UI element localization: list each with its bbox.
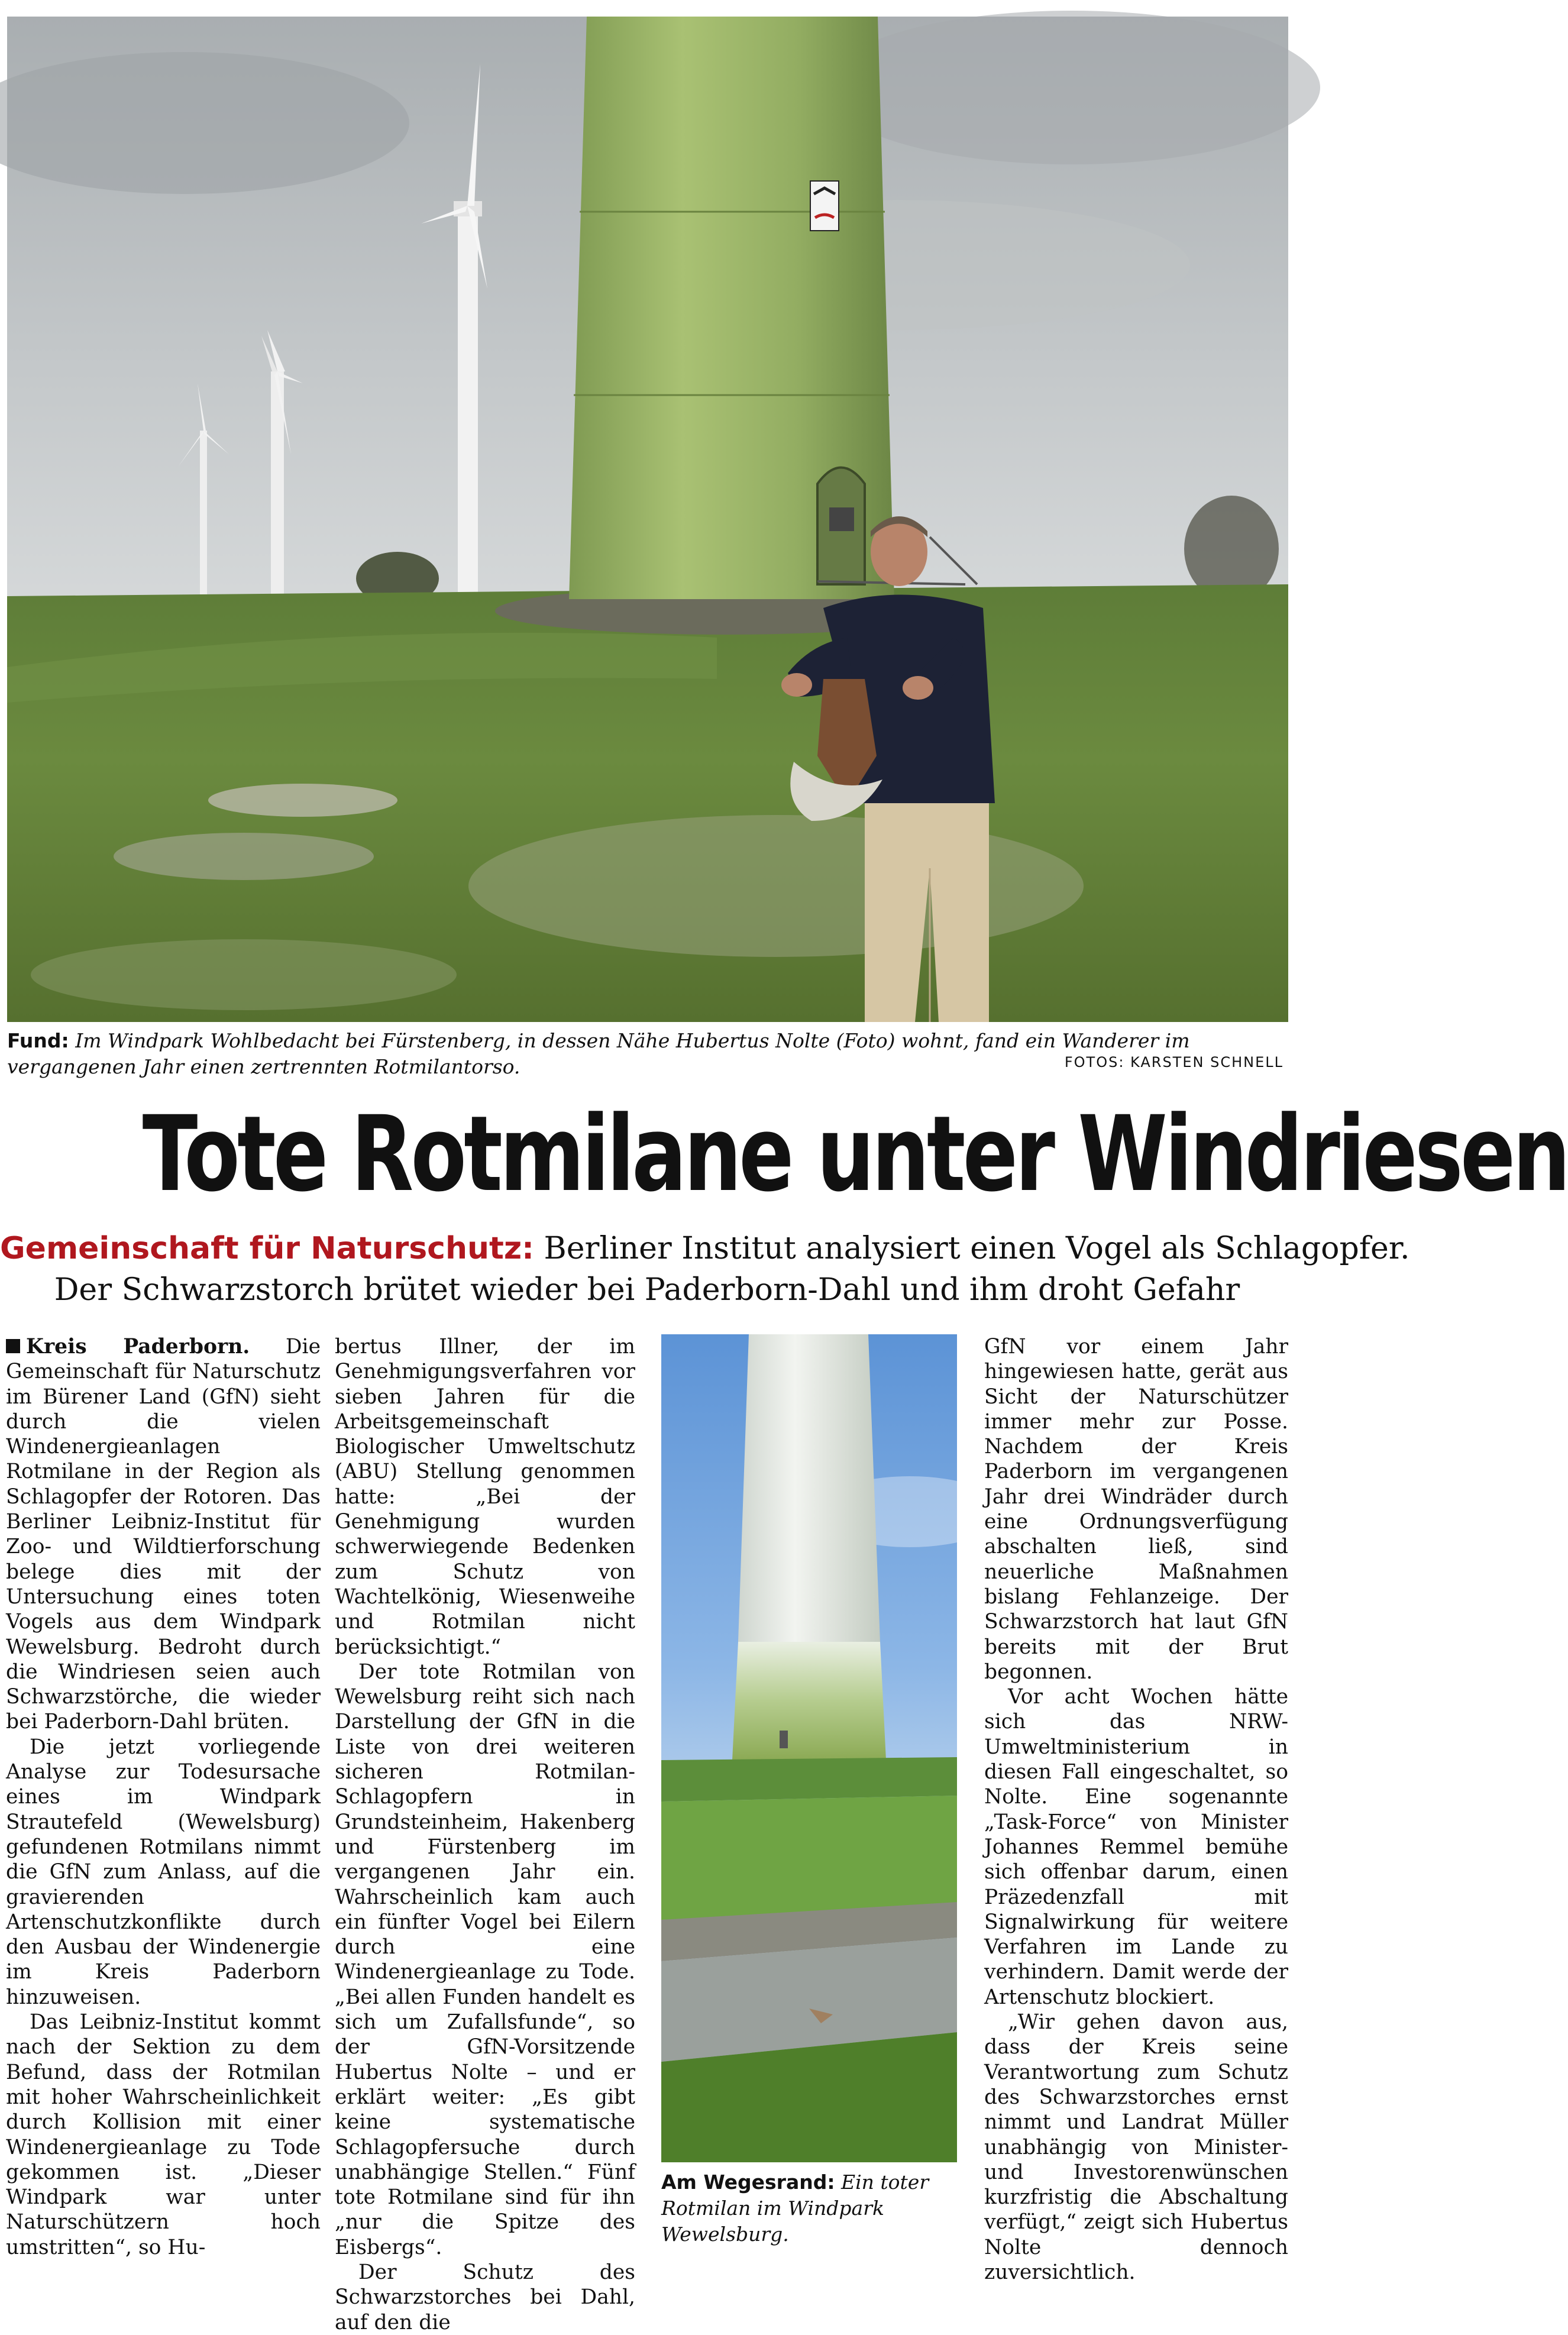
side-photo-drawing <box>661 1334 957 2162</box>
side-photo <box>661 1334 957 2162</box>
paragraph-text: Die Gemeinschaft für Naturschutz im Bürener Land (GfN) sieht durch die vielen Windenergieanlagen Rotmilane in der Region als Schlagopfer der Rotoren. Das Berliner Leibniz-Institut für Zoo- und Wildtierforschung belege dies mit der Untersuchung eines toten Vogels aus dem Windpark Wewelsburg. Bedroht durch die Windriesen seien auch Schwarzstörche, die wieder bei Paderborn-Dahl brüten. <box>6 1335 321 1734</box>
middle-turbine <box>261 330 303 602</box>
caption-text: Im Windpark Wohlbedacht bei Fürstenberg, in dessen Nähe Hubertus Nolte (Foto) wohnt, fand ein Wanderer im vergangenen Jahr einen zertrennten Rotmilantorso. <box>7 1029 1190 1078</box>
paragraph: Vor acht Wochen hätte sich das NRW-Umweltministerium in diesen Fall eingeschaltet, so Nolte. Eine sogenannte „Task-Force“ von Minister Johannes Remmel bemühe sich offenbar darum, einen Präzedenzfall mit Signalwirkung für weitere Verfahren im Lande zu verhindern. Damit werde der Artenschutz blockiert. <box>984 1685 1288 2009</box>
square-bullet-icon <box>6 1339 20 1353</box>
main-photo <box>7 17 1288 1022</box>
paragraph <box>6 1334 321 1735</box>
caption-text: Ein toter Rotmilan im Windpark Wewelsburg. <box>661 2171 929 2246</box>
caption-label: Fund: <box>7 1029 69 1052</box>
subhead-line-1 <box>0 1228 1410 1269</box>
paragraph: bertus Illner, der im Genehmigungsverfahren vor sieben Jahren für die Arbeitsgemeinschaft Biologischer Umweltschutz (ABU) Stellung genommen hatte: „Bei der Genehmigung wurden schwerwiegende Bedenken zum Schutz von Wachtelkönig, Wiesenweihe und Rotmilan nicht berücksichtigt.“ <box>335 1335 635 1659</box>
photo-credit: FOTOS: KARSTEN SCHNELL <box>1064 1054 1284 1071</box>
subhead-kicker: Gemeinschaft für Naturschutz: <box>0 1231 534 1266</box>
article-column-2 <box>335 1334 635 2335</box>
article-column-4 <box>984 1334 1288 2285</box>
paragraph: Der Schutz des Schwarzstorches bei Dahl, auf den die <box>335 2260 635 2334</box>
paragraph: Die jetzt vorliegende Analyse zur Todesursache eines im Windpark Strautefeld (Wewelsburg) gefundenen Rotmilans nimmt die GfN zum Anlass, auf die gravierenden Artenschutzkonflikte durch den Ausbau der Windenergie im Kreis Paderborn hinzuweisen. <box>6 1735 321 2009</box>
paragraph: „Wir gehen davon aus, dass der Kreis seine Verantwortung zum Schutz des Schwarzstorches ernst nimmt und Landrat Müller unabhängig von Minister- und Investorenwünschen kurzfristig die Abschaltung verfügt,“ zeigt sich Hubertus Nolte dennoch zuversichtlich. <box>984 2010 1288 2284</box>
side-photo-caption <box>661 2169 957 2247</box>
dateline: Kreis Paderborn. <box>26 1335 250 1359</box>
paragraph: GfN vor einem Jahr hingewiesen hatte, gerät aus Sicht der Naturschützer immer mehr zur Posse. Nachdem der Kreis Paderborn im vergangenen Jahr drei Windräder durch eine Ordnungsverfügung abschalten ließ, sind neuerliche Maßnahmen bislang Fehlanzeige. Der Schwarzstorch hat laut GfN bereits mit der Brut begonnen. <box>984 1335 1288 1684</box>
distant-turbine <box>179 383 229 602</box>
paragraph: Das Leibniz-Institut kommt nach der Sektion zu dem Befund, dass der Rotmilan mit hoher Wahrscheinlichkeit durch Kollision mit einer Windenergieanlage zu Tode gekommen ist. „Dieser Windpark war unter Naturschützern hoch umstritten“, so Hu- <box>6 2010 321 2259</box>
subhead-line-2: Der Schwarzstorch brütet wieder bei Paderborn-Dahl und ihm droht Gefahr <box>54 1272 1240 1308</box>
headline: Tote Rotmilane unter Windriesen <box>142 1094 1568 1215</box>
paragraph: Der tote Rotmilan von Wewelsburg reiht sich nach Darstellung der GfN in die Liste von drei weiteren sicheren Rotmilan-Schlagopfern in Grundsteinheim, Hakenberg und Fürstenberg im vergangenen Jahr ein. Wahrscheinlich kam auch ein fünfter Vogel bei Eilern durch eine Windenergieanlage zu Tode. „Bei allen Funden handelt es sich um Zufallsfunde“, so der GfN-Vorsitzende Hubertus Nolte – und er erklärt weiter: „Es gibt keine systematische Schlagopfersuche durch unabhängige Stellen.“ Fünf tote Rotmilane sind für ihn „nur die Spitze des Eisbergs“. <box>335 1660 635 2259</box>
subhead-line-1-text: Berliner Institut analysiert einen Vogel als Schlagopfer. <box>544 1231 1410 1266</box>
article-column-1 <box>6 1334 321 2260</box>
near-turbine <box>421 64 487 602</box>
main-photo-drawing <box>7 17 1288 1022</box>
caption-label: Am Wegesrand: <box>661 2171 835 2194</box>
